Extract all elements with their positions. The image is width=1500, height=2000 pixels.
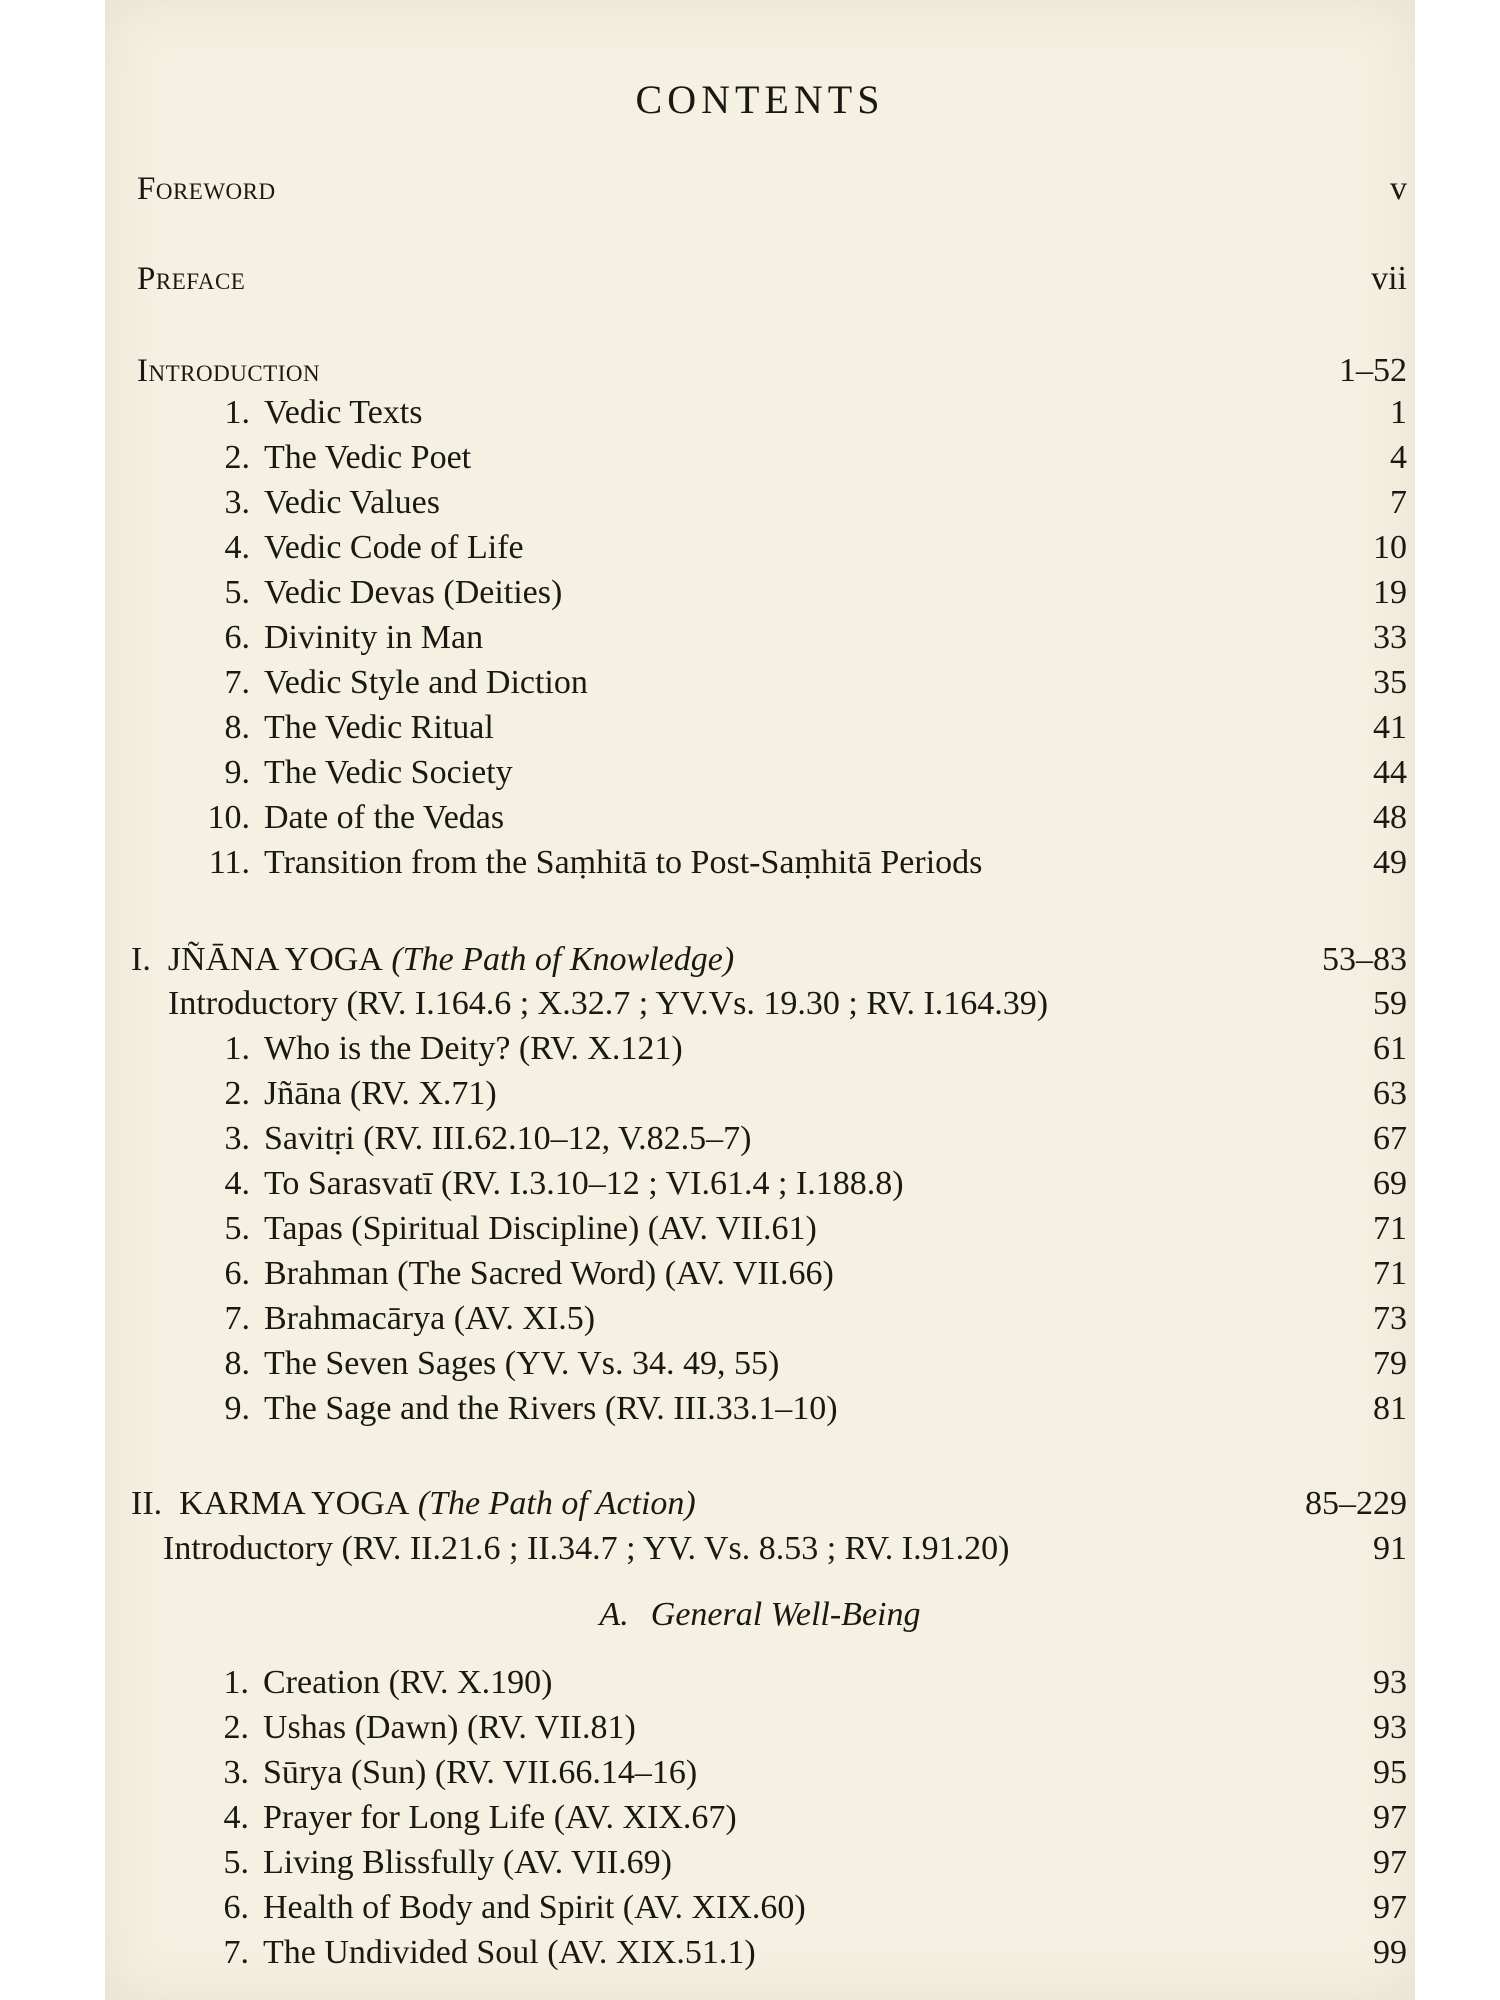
toc-entry xyxy=(200,1253,1407,1295)
entry-number: 6. xyxy=(224,619,250,656)
entry-page: 33 xyxy=(1373,619,1407,656)
part-numeral: II. xyxy=(131,1485,163,1522)
entry-number: 11. xyxy=(208,844,250,881)
toc-entry xyxy=(200,752,1407,794)
entry-number: 3. xyxy=(224,1120,250,1157)
entry-page: v xyxy=(1390,170,1407,207)
toc-entry xyxy=(200,527,1407,569)
entry-title: Vedic Devas (Deities) xyxy=(264,574,563,611)
entry-number: 10. xyxy=(207,799,250,836)
entry-page: 79 xyxy=(1373,1345,1407,1382)
entry-title: Vedic Texts xyxy=(264,394,423,431)
entry-page: 10 xyxy=(1373,529,1407,566)
toc-entry xyxy=(200,662,1407,704)
toc-entry-preface xyxy=(137,258,1407,300)
entry-page: 61 xyxy=(1373,1030,1407,1067)
toc-entry xyxy=(200,707,1407,749)
entry-title: The Vedic Society xyxy=(264,754,513,791)
entry-page: 7 xyxy=(1390,484,1407,521)
entry-label: Preface xyxy=(137,261,246,297)
entry-number: 6. xyxy=(224,1255,250,1292)
entry-page: 41 xyxy=(1373,709,1407,746)
section-title: General Well-Being xyxy=(650,1596,921,1633)
entry-title: Vedic Values xyxy=(264,484,440,521)
toc-entry xyxy=(205,1797,1407,1839)
entry-page: 99 xyxy=(1373,1934,1407,1971)
toc-entry xyxy=(200,482,1407,524)
entry-title: Vedic Code of Life xyxy=(264,529,524,566)
entry-number: 7. xyxy=(224,1300,250,1337)
entry-title: The Seven Sages (YV. Vs. 34. 49, 55) xyxy=(264,1345,780,1382)
entry-page: 97 xyxy=(1373,1844,1407,1881)
entry-page: 19 xyxy=(1373,574,1407,611)
entry-number: 2. xyxy=(224,439,250,476)
entry-page: 93 xyxy=(1373,1709,1407,1746)
toc-entry xyxy=(205,1842,1407,1884)
entry-number: 9. xyxy=(224,754,250,791)
entry-page: 69 xyxy=(1373,1165,1407,1202)
entry-number: 3. xyxy=(223,1754,249,1791)
entry-title: Who is the Deity? (RV. X.121) xyxy=(264,1030,683,1067)
entry-title: Prayer for Long Life (AV. XIX.67) xyxy=(263,1799,737,1836)
toc-entry xyxy=(200,842,1407,884)
entry-title: The Vedic Ritual xyxy=(264,709,494,746)
section-letter: A. xyxy=(599,1596,629,1633)
part-name: KARMA YOGA xyxy=(179,1485,410,1522)
entry-page: 93 xyxy=(1373,1664,1407,1701)
entry-number: 5. xyxy=(224,574,250,611)
entry-number: 9. xyxy=(224,1390,250,1427)
entry-number: 5. xyxy=(224,1210,250,1247)
entry-page: 95 xyxy=(1373,1754,1407,1791)
toc-entry xyxy=(200,1208,1407,1250)
part-subtitle: (The Path of Knowledge) xyxy=(391,941,735,978)
toc-entry xyxy=(205,1752,1407,1794)
entry-page: 97 xyxy=(1373,1799,1407,1836)
entry-title: Brahman (The Sacred Word) (AV. VII.66) xyxy=(264,1255,834,1292)
toc-entry xyxy=(200,1028,1407,1070)
entry-page: vii xyxy=(1371,260,1407,297)
part-numeral: I. xyxy=(131,941,151,978)
toc-entry-introductory xyxy=(163,1528,1407,1570)
entry-page: 1 xyxy=(1390,394,1407,431)
entry-title: Health of Body and Spirit (AV. XIX.60) xyxy=(263,1889,806,1926)
entry-page: 49 xyxy=(1373,844,1407,881)
entry-title: Ushas (Dawn) (RV. VII.81) xyxy=(263,1709,636,1746)
entry-label: Introductory (RV. II.21.6 ; II.34.7 ; YV. Vs. 8.53 ; RV. I.91.20) xyxy=(163,1530,1010,1567)
toc-entry xyxy=(205,1707,1407,1749)
entry-title: Jñāna (RV. X.71) xyxy=(264,1075,497,1112)
entry-number: 1. xyxy=(224,1030,250,1067)
entry-title: The Sage and the Rivers (RV. III.33.1–10) xyxy=(264,1390,838,1427)
entry-title: Brahmacārya (AV. XI.5) xyxy=(264,1300,596,1337)
toc-entry xyxy=(200,1298,1407,1340)
entry-title: The Undivided Soul (AV. XIX.51.1) xyxy=(263,1934,756,1971)
toc-entry xyxy=(205,1887,1407,1929)
entry-title: Sūrya (Sun) (RV. VII.66.14–16) xyxy=(263,1754,698,1791)
entry-page: 81 xyxy=(1373,1390,1407,1427)
entry-page: 85–229 xyxy=(1305,1485,1407,1522)
toc-entry xyxy=(200,617,1407,659)
part-heading-karma-yoga xyxy=(131,1483,1407,1525)
entry-number: 4. xyxy=(224,529,250,566)
book-page xyxy=(105,0,1415,2000)
entry-number: 8. xyxy=(224,709,250,746)
toc-entry-introduction xyxy=(137,350,1407,392)
entry-label: Foreword xyxy=(137,171,276,207)
section-heading-general-well-being xyxy=(105,1594,1415,1636)
toc-entry xyxy=(200,1163,1407,1205)
part-label xyxy=(131,1483,1305,1525)
entry-title: Transition from the Saṃhitā to Post-Saṃhitā Periods xyxy=(264,844,983,881)
entry-page: 67 xyxy=(1373,1120,1407,1157)
entry-number: 7. xyxy=(224,664,250,701)
entry-page: 4 xyxy=(1390,439,1407,476)
toc-entry xyxy=(200,1343,1407,1385)
entry-page: 71 xyxy=(1373,1210,1407,1247)
entry-number: 8. xyxy=(224,1345,250,1382)
toc-entry xyxy=(200,437,1407,479)
entry-title: The Vedic Poet xyxy=(264,439,472,476)
entry-number: 5. xyxy=(223,1844,249,1881)
entry-title: Vedic Style and Diction xyxy=(264,664,588,701)
toc-entry xyxy=(200,1388,1407,1430)
entry-title: Savitṛi (RV. III.62.10–12, V.82.5–7) xyxy=(264,1120,752,1157)
toc-entry xyxy=(200,1118,1407,1160)
entry-page: 1–52 xyxy=(1339,352,1407,389)
entry-page: 71 xyxy=(1373,1255,1407,1292)
toc-entry xyxy=(200,392,1407,434)
toc-entry-foreword xyxy=(137,168,1407,210)
entry-title: Living Blissfully (AV. VII.69) xyxy=(263,1844,672,1881)
entry-title: To Sarasvatī (RV. I.3.10–12 ; VI.61.4 ; I.188.8) xyxy=(264,1165,904,1202)
entry-label: Introduction xyxy=(137,353,321,389)
toc-entry xyxy=(200,572,1407,614)
entry-page: 73 xyxy=(1373,1300,1407,1337)
entry-number: 4. xyxy=(223,1799,249,1836)
entry-number: 3. xyxy=(224,484,250,521)
part-heading-jnana-yoga xyxy=(131,939,1407,981)
entry-title: Tapas (Spiritual Discipline) (AV. VII.61) xyxy=(264,1210,817,1247)
entry-page: 44 xyxy=(1373,754,1407,791)
entry-number: 4. xyxy=(224,1165,250,1202)
entry-page: 91 xyxy=(1373,1530,1407,1567)
entry-number: 7. xyxy=(223,1934,249,1971)
toc-entry xyxy=(200,1073,1407,1115)
entry-title: Creation (RV. X.190) xyxy=(263,1664,553,1701)
entry-number: 6. xyxy=(223,1889,249,1926)
page-title: CONTENTS xyxy=(635,77,885,122)
entry-title: Divinity in Man xyxy=(264,619,484,656)
entry-label: Introductory (RV. I.164.6 ; X.32.7 ; YV.Vs. 19.30 ; RV. I.164.39) xyxy=(168,985,1049,1022)
toc-entry-introductory xyxy=(168,983,1407,1025)
part-subtitle: (The Path of Action) xyxy=(417,1485,696,1522)
entry-number: 1. xyxy=(223,1664,249,1701)
entry-page: 48 xyxy=(1373,799,1407,836)
part-name: JÑĀNA YOGA xyxy=(167,941,383,978)
entry-page: 63 xyxy=(1373,1075,1407,1112)
entry-page: 53–83 xyxy=(1322,941,1407,978)
entry-number: 2. xyxy=(224,1075,250,1112)
entry-page: 59 xyxy=(1373,985,1407,1022)
entry-number: 1. xyxy=(224,394,250,431)
toc-entry xyxy=(200,797,1407,839)
toc-entry xyxy=(205,1662,1407,1704)
entry-page: 97 xyxy=(1373,1889,1407,1926)
toc-entry xyxy=(205,1932,1407,1974)
entry-title: Date of the Vedas xyxy=(264,799,505,836)
part-label xyxy=(131,939,1322,981)
entry-page: 35 xyxy=(1373,664,1407,701)
entry-number: 2. xyxy=(223,1709,249,1746)
